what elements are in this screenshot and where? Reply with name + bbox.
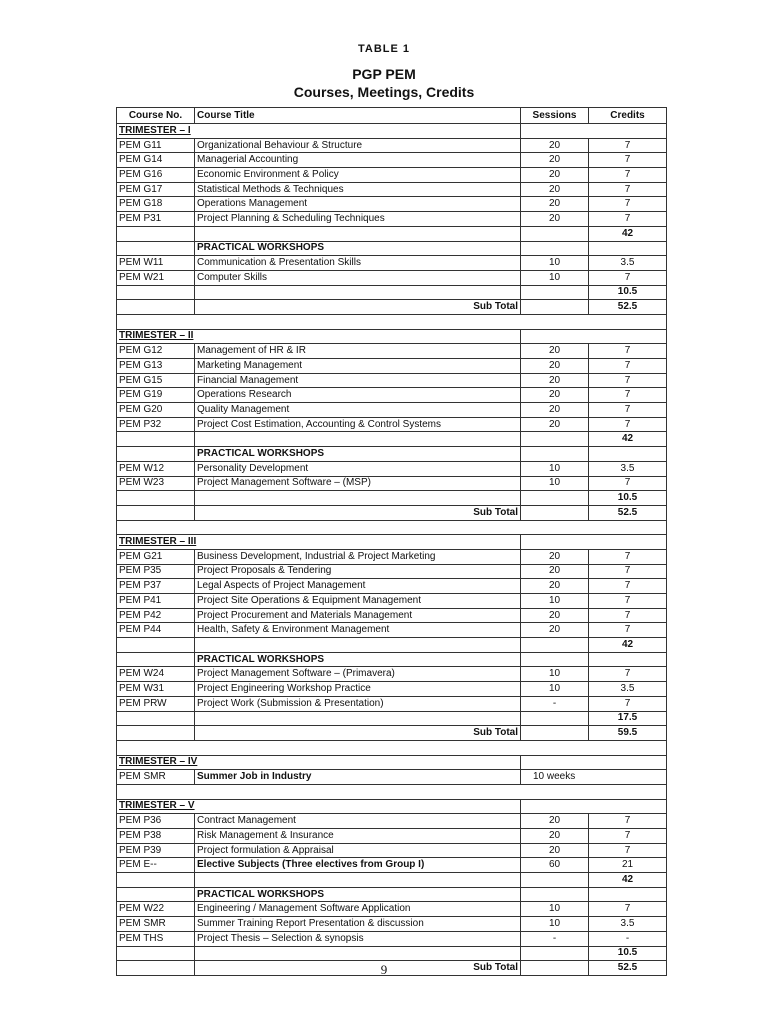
course-title: Economic Environment & Policy <box>195 168 521 183</box>
section-label: PRACTICAL WORKSHOPS <box>195 241 521 256</box>
credits-value: 7 <box>589 814 667 829</box>
course-title: Contract Management <box>195 814 521 829</box>
sessions-value: 20 <box>521 212 589 227</box>
course-number: PEM P36 <box>117 814 195 829</box>
sessions-value: 10 <box>521 256 589 271</box>
column-header-sessions: Sessions <box>521 108 589 124</box>
course-title: Communication & Presentation Skills <box>195 256 521 271</box>
trimester-label: TRIMESTER – I <box>117 124 521 139</box>
course-title: Project Engineering Workshop Practice <box>195 682 521 697</box>
section-label: PRACTICAL WORKSHOPS <box>195 447 521 462</box>
subtotal-row <box>117 505 667 520</box>
empty-cell <box>521 285 589 300</box>
credits-value: 7 <box>589 153 667 168</box>
credits-value: 21 <box>589 858 667 873</box>
subtotal-row <box>117 726 667 741</box>
empty-cell <box>521 432 589 447</box>
subtotal-label: Sub Total <box>195 726 521 741</box>
empty-cell <box>195 491 521 506</box>
credit-sum-value: 42 <box>589 226 667 241</box>
credits-value: 7 <box>589 667 667 682</box>
table-row <box>117 667 667 682</box>
credit-sum-value: 42 <box>589 638 667 653</box>
course-title: Project Management Software – (Primavera) <box>195 667 521 682</box>
credits-value: 7 <box>589 623 667 638</box>
empty-cell <box>589 887 667 902</box>
column-header-credits: Credits <box>589 108 667 124</box>
empty-cell <box>117 652 195 667</box>
empty-cell <box>117 491 195 506</box>
trimester-label: TRIMESTER – V <box>117 799 521 814</box>
empty-cell <box>117 447 195 462</box>
credits-value: 7 <box>589 608 667 623</box>
courses-table <box>116 107 667 976</box>
empty-cell <box>521 124 667 139</box>
table-row <box>117 843 667 858</box>
table-row <box>117 182 667 197</box>
course-number: PEM G21 <box>117 549 195 564</box>
course-number: PEM W31 <box>117 682 195 697</box>
credits-value: 7 <box>589 359 667 374</box>
table-row <box>117 417 667 432</box>
sessions-value: 10 <box>521 594 589 609</box>
table-row <box>117 359 667 374</box>
course-number: PEM W22 <box>117 902 195 917</box>
sessions-value: 10 <box>521 667 589 682</box>
course-number: PEM G19 <box>117 388 195 403</box>
table-row <box>117 549 667 564</box>
course-number: PEM P39 <box>117 843 195 858</box>
course-number: PEM SMR <box>117 770 195 785</box>
course-title: Project Procurement and Materials Management <box>195 608 521 623</box>
table-body <box>117 124 667 976</box>
course-title: Management of HR & IR <box>195 344 521 359</box>
credit-sum-value: 17.5 <box>589 711 667 726</box>
credits-value: 7 <box>589 696 667 711</box>
course-title: Legal Aspects of Project Management <box>195 579 521 594</box>
trimester-row <box>117 124 667 139</box>
sessions-value: - <box>521 931 589 946</box>
course-title: Marketing Management <box>195 359 521 374</box>
credits-value: 7 <box>589 388 667 403</box>
course-number: PEM W11 <box>117 256 195 271</box>
credits-value: 7 <box>589 270 667 285</box>
sessions-value: 20 <box>521 623 589 638</box>
sessions-value: 20 <box>521 814 589 829</box>
sessions-value: 10 <box>521 270 589 285</box>
empty-cell <box>521 241 589 256</box>
course-number: PEM W21 <box>117 270 195 285</box>
course-title: Organizational Behaviour & Structure <box>195 138 521 153</box>
empty-cell <box>521 873 589 888</box>
credit-sum-row <box>117 711 667 726</box>
table-row <box>117 197 667 212</box>
sessions-value: 20 <box>521 373 589 388</box>
table-row <box>117 931 667 946</box>
empty-cell <box>521 638 589 653</box>
sessions-value: 20 <box>521 153 589 168</box>
credits-value: 7 <box>589 594 667 609</box>
table-row <box>117 270 667 285</box>
table-row <box>117 388 667 403</box>
credit-sum-row <box>117 285 667 300</box>
empty-cell <box>521 711 589 726</box>
sessions-value: 20 <box>521 197 589 212</box>
credits-value: 7 <box>589 168 667 183</box>
credits-value: 7 <box>589 549 667 564</box>
course-title: Summer Training Report Presentation & discussion <box>195 917 521 932</box>
section-row <box>117 652 667 667</box>
credit-sum-value: 10.5 <box>589 285 667 300</box>
page-title: PGP PEM <box>352 66 416 82</box>
credits-value: 7 <box>589 564 667 579</box>
empty-cell <box>521 505 589 520</box>
course-number: PEM W12 <box>117 461 195 476</box>
subtotal-row <box>117 300 667 315</box>
subtotal-value: 52.5 <box>589 300 667 315</box>
course-title: Quality Management <box>195 403 521 418</box>
empty-cell <box>195 432 521 447</box>
section-row <box>117 241 667 256</box>
course-title: Project Management Software – (MSP) <box>195 476 521 491</box>
course-number: PEM G15 <box>117 373 195 388</box>
course-number: PEM G12 <box>117 344 195 359</box>
credits-value: - <box>589 931 667 946</box>
empty-cell <box>117 520 667 535</box>
course-number: PEM P42 <box>117 608 195 623</box>
sessions-value: 10 <box>521 461 589 476</box>
sessions-value: 20 <box>521 168 589 183</box>
sessions-value: - <box>521 696 589 711</box>
credits-value: 7 <box>589 417 667 432</box>
trimester-row <box>117 535 667 550</box>
trimester-label: TRIMESTER – III <box>117 535 521 550</box>
trimester-row <box>117 799 667 814</box>
course-title: Project Cost Estimation, Accounting & Control Systems <box>195 417 521 432</box>
table-row <box>117 858 667 873</box>
empty-cell <box>195 873 521 888</box>
course-number: PEM P35 <box>117 564 195 579</box>
table-row <box>117 682 667 697</box>
course-number: PEM G14 <box>117 153 195 168</box>
empty-cell <box>589 241 667 256</box>
empty-cell <box>117 314 667 329</box>
empty-cell <box>117 300 195 315</box>
empty-cell <box>117 784 667 799</box>
empty-cell <box>521 329 667 344</box>
course-number: PEM G11 <box>117 138 195 153</box>
sessions-value: 20 <box>521 359 589 374</box>
credits-value: 3.5 <box>589 256 667 271</box>
course-title: Managerial Accounting <box>195 153 521 168</box>
sessions-value: 10 <box>521 917 589 932</box>
empty-cell <box>589 447 667 462</box>
credits-value: 7 <box>589 182 667 197</box>
table-row <box>117 153 667 168</box>
credits-value: 7 <box>589 373 667 388</box>
course-number: PEM P44 <box>117 623 195 638</box>
empty-cell <box>117 726 195 741</box>
table-row <box>117 696 667 711</box>
course-number: PEM G18 <box>117 197 195 212</box>
credits-value: 3.5 <box>589 461 667 476</box>
course-title: Engineering / Management Software Application <box>195 902 521 917</box>
empty-cell <box>521 946 589 961</box>
credits-value: 7 <box>589 829 667 844</box>
blank-row <box>117 784 667 799</box>
table-row <box>117 829 667 844</box>
course-number: PEM W24 <box>117 667 195 682</box>
blank-row <box>117 740 667 755</box>
sessions-value: 20 <box>521 417 589 432</box>
sessions-value: 20 <box>521 388 589 403</box>
credits-value: 7 <box>589 197 667 212</box>
course-title: Elective Subjects (Three electives from Group I) <box>195 858 521 873</box>
sessions-value: 10 <box>521 476 589 491</box>
sessions-value: 20 <box>521 843 589 858</box>
empty-cell <box>117 740 667 755</box>
empty-cell <box>589 652 667 667</box>
course-title: Project Work (Submission & Presentation) <box>195 696 521 711</box>
table-row <box>117 814 667 829</box>
credits-value: 7 <box>589 403 667 418</box>
empty-cell <box>195 711 521 726</box>
course-title: Risk Management & Insurance <box>195 829 521 844</box>
sessions-value: 10 <box>521 902 589 917</box>
column-header-course-title: Course Title <box>195 108 521 124</box>
course-title: Project formulation & Appraisal <box>195 843 521 858</box>
empty-cell <box>117 241 195 256</box>
blank-row <box>117 520 667 535</box>
credit-sum-row <box>117 638 667 653</box>
table-row <box>117 564 667 579</box>
empty-cell <box>521 887 589 902</box>
empty-cell <box>521 755 667 770</box>
empty-cell <box>117 432 195 447</box>
empty-cell <box>195 285 521 300</box>
empty-cell <box>521 652 589 667</box>
credits-value: 3.5 <box>589 917 667 932</box>
credit-sum-value: 42 <box>589 873 667 888</box>
section-row <box>117 887 667 902</box>
trimester-row <box>117 755 667 770</box>
table-row <box>117 256 667 271</box>
course-title: Personality Development <box>195 461 521 476</box>
credit-sum-row <box>117 873 667 888</box>
credit-sum-row <box>117 432 667 447</box>
sessions-value: 20 <box>521 182 589 197</box>
course-title: Project Proposals & Tendering <box>195 564 521 579</box>
subtotal-value: 52.5 <box>589 505 667 520</box>
empty-cell <box>195 638 521 653</box>
credits-value: 3.5 <box>589 682 667 697</box>
course-number: PEM P31 <box>117 212 195 227</box>
empty-cell <box>117 873 195 888</box>
table-row <box>117 476 667 491</box>
credit-sum-value: 42 <box>589 432 667 447</box>
sessions-value: 10 <box>521 682 589 697</box>
sessions-value: 10 weeks <box>521 770 667 785</box>
credit-sum-value: 10.5 <box>589 491 667 506</box>
table-row <box>117 212 667 227</box>
credit-sum-row <box>117 946 667 961</box>
empty-cell <box>117 285 195 300</box>
trimester-label: TRIMESTER – II <box>117 329 521 344</box>
subtotal-value: 52.5 <box>589 961 667 976</box>
empty-cell <box>117 711 195 726</box>
course-number: PEM W23 <box>117 476 195 491</box>
table-row <box>117 461 667 476</box>
course-title: Business Development, Industrial & Project Marketing <box>195 549 521 564</box>
empty-cell <box>521 226 589 241</box>
course-number: PEM P41 <box>117 594 195 609</box>
empty-cell <box>521 799 667 814</box>
credits-value: 7 <box>589 902 667 917</box>
empty-cell <box>521 300 589 315</box>
credit-sum-row <box>117 491 667 506</box>
empty-cell <box>521 535 667 550</box>
credits-value: 7 <box>589 579 667 594</box>
sessions-value: 20 <box>521 608 589 623</box>
table-row <box>117 594 667 609</box>
table-row <box>117 344 667 359</box>
empty-cell <box>521 447 589 462</box>
course-number: PEM PRW <box>117 696 195 711</box>
course-title: Health, Safety & Environment Management <box>195 623 521 638</box>
course-title: Operations Research <box>195 388 521 403</box>
course-title: Financial Management <box>195 373 521 388</box>
trimester-row <box>117 329 667 344</box>
sessions-value: 20 <box>521 564 589 579</box>
credits-value: 7 <box>589 843 667 858</box>
empty-cell <box>117 887 195 902</box>
course-title: Project Site Operations & Equipment Management <box>195 594 521 609</box>
empty-cell <box>117 638 195 653</box>
subtotal-label: Sub Total <box>195 961 521 976</box>
credit-sum-row <box>117 226 667 241</box>
subtotal-label: Sub Total <box>195 505 521 520</box>
table-header <box>117 108 667 124</box>
credits-value: 7 <box>589 344 667 359</box>
course-number: PEM G17 <box>117 182 195 197</box>
credit-sum-value: 10.5 <box>589 946 667 961</box>
table-row <box>117 403 667 418</box>
page-subtitle: Courses, Meetings, Credits <box>293 84 475 100</box>
course-title: Project Thesis – Selection & synopsis <box>195 931 521 946</box>
course-number: PEM THS <box>117 931 195 946</box>
page-number: 9 <box>380 962 388 977</box>
course-number: PEM P32 <box>117 417 195 432</box>
course-title: Computer Skills <box>195 270 521 285</box>
course-number: PEM SMR <box>117 917 195 932</box>
subtotal-label: Sub Total <box>195 300 521 315</box>
table-row <box>117 373 667 388</box>
empty-cell <box>117 505 195 520</box>
table-row <box>117 579 667 594</box>
empty-cell <box>521 726 589 741</box>
course-number: PEM G13 <box>117 359 195 374</box>
trimester-label: TRIMESTER – IV <box>117 755 521 770</box>
section-label: PRACTICAL WORKSHOPS <box>195 652 521 667</box>
empty-cell <box>117 946 195 961</box>
empty-cell <box>195 946 521 961</box>
course-title: Summer Job in Industry <box>195 770 521 785</box>
course-title: Operations Management <box>195 197 521 212</box>
section-label: PRACTICAL WORKSHOPS <box>195 887 521 902</box>
course-number: PEM G20 <box>117 403 195 418</box>
sessions-value: 20 <box>521 138 589 153</box>
section-row <box>117 447 667 462</box>
table-row <box>117 770 667 785</box>
subtotal-value: 59.5 <box>589 726 667 741</box>
sessions-value: 60 <box>521 858 589 873</box>
course-number: PEM P37 <box>117 579 195 594</box>
course-number: PEM G16 <box>117 168 195 183</box>
blank-row <box>117 314 667 329</box>
empty-cell <box>521 491 589 506</box>
credits-value: 7 <box>589 212 667 227</box>
credits-value: 7 <box>589 476 667 491</box>
table-row <box>117 623 667 638</box>
course-title: Project Planning & Scheduling Techniques <box>195 212 521 227</box>
table-row <box>117 917 667 932</box>
table-row <box>117 138 667 153</box>
empty-cell <box>195 226 521 241</box>
table-row <box>117 608 667 623</box>
sessions-value: 20 <box>521 344 589 359</box>
course-title: Statistical Methods & Techniques <box>195 182 521 197</box>
header-row <box>117 108 667 124</box>
course-number: PEM E-- <box>117 858 195 873</box>
sessions-value: 20 <box>521 829 589 844</box>
course-number: PEM P38 <box>117 829 195 844</box>
empty-cell <box>117 226 195 241</box>
table-row <box>117 902 667 917</box>
table-label: TABLE 1 <box>357 43 411 55</box>
table-row <box>117 168 667 183</box>
sessions-value: 20 <box>521 403 589 418</box>
sessions-value: 20 <box>521 549 589 564</box>
column-header-course-no: Course No. <box>117 108 195 124</box>
sessions-value: 20 <box>521 579 589 594</box>
credits-value: 7 <box>589 138 667 153</box>
